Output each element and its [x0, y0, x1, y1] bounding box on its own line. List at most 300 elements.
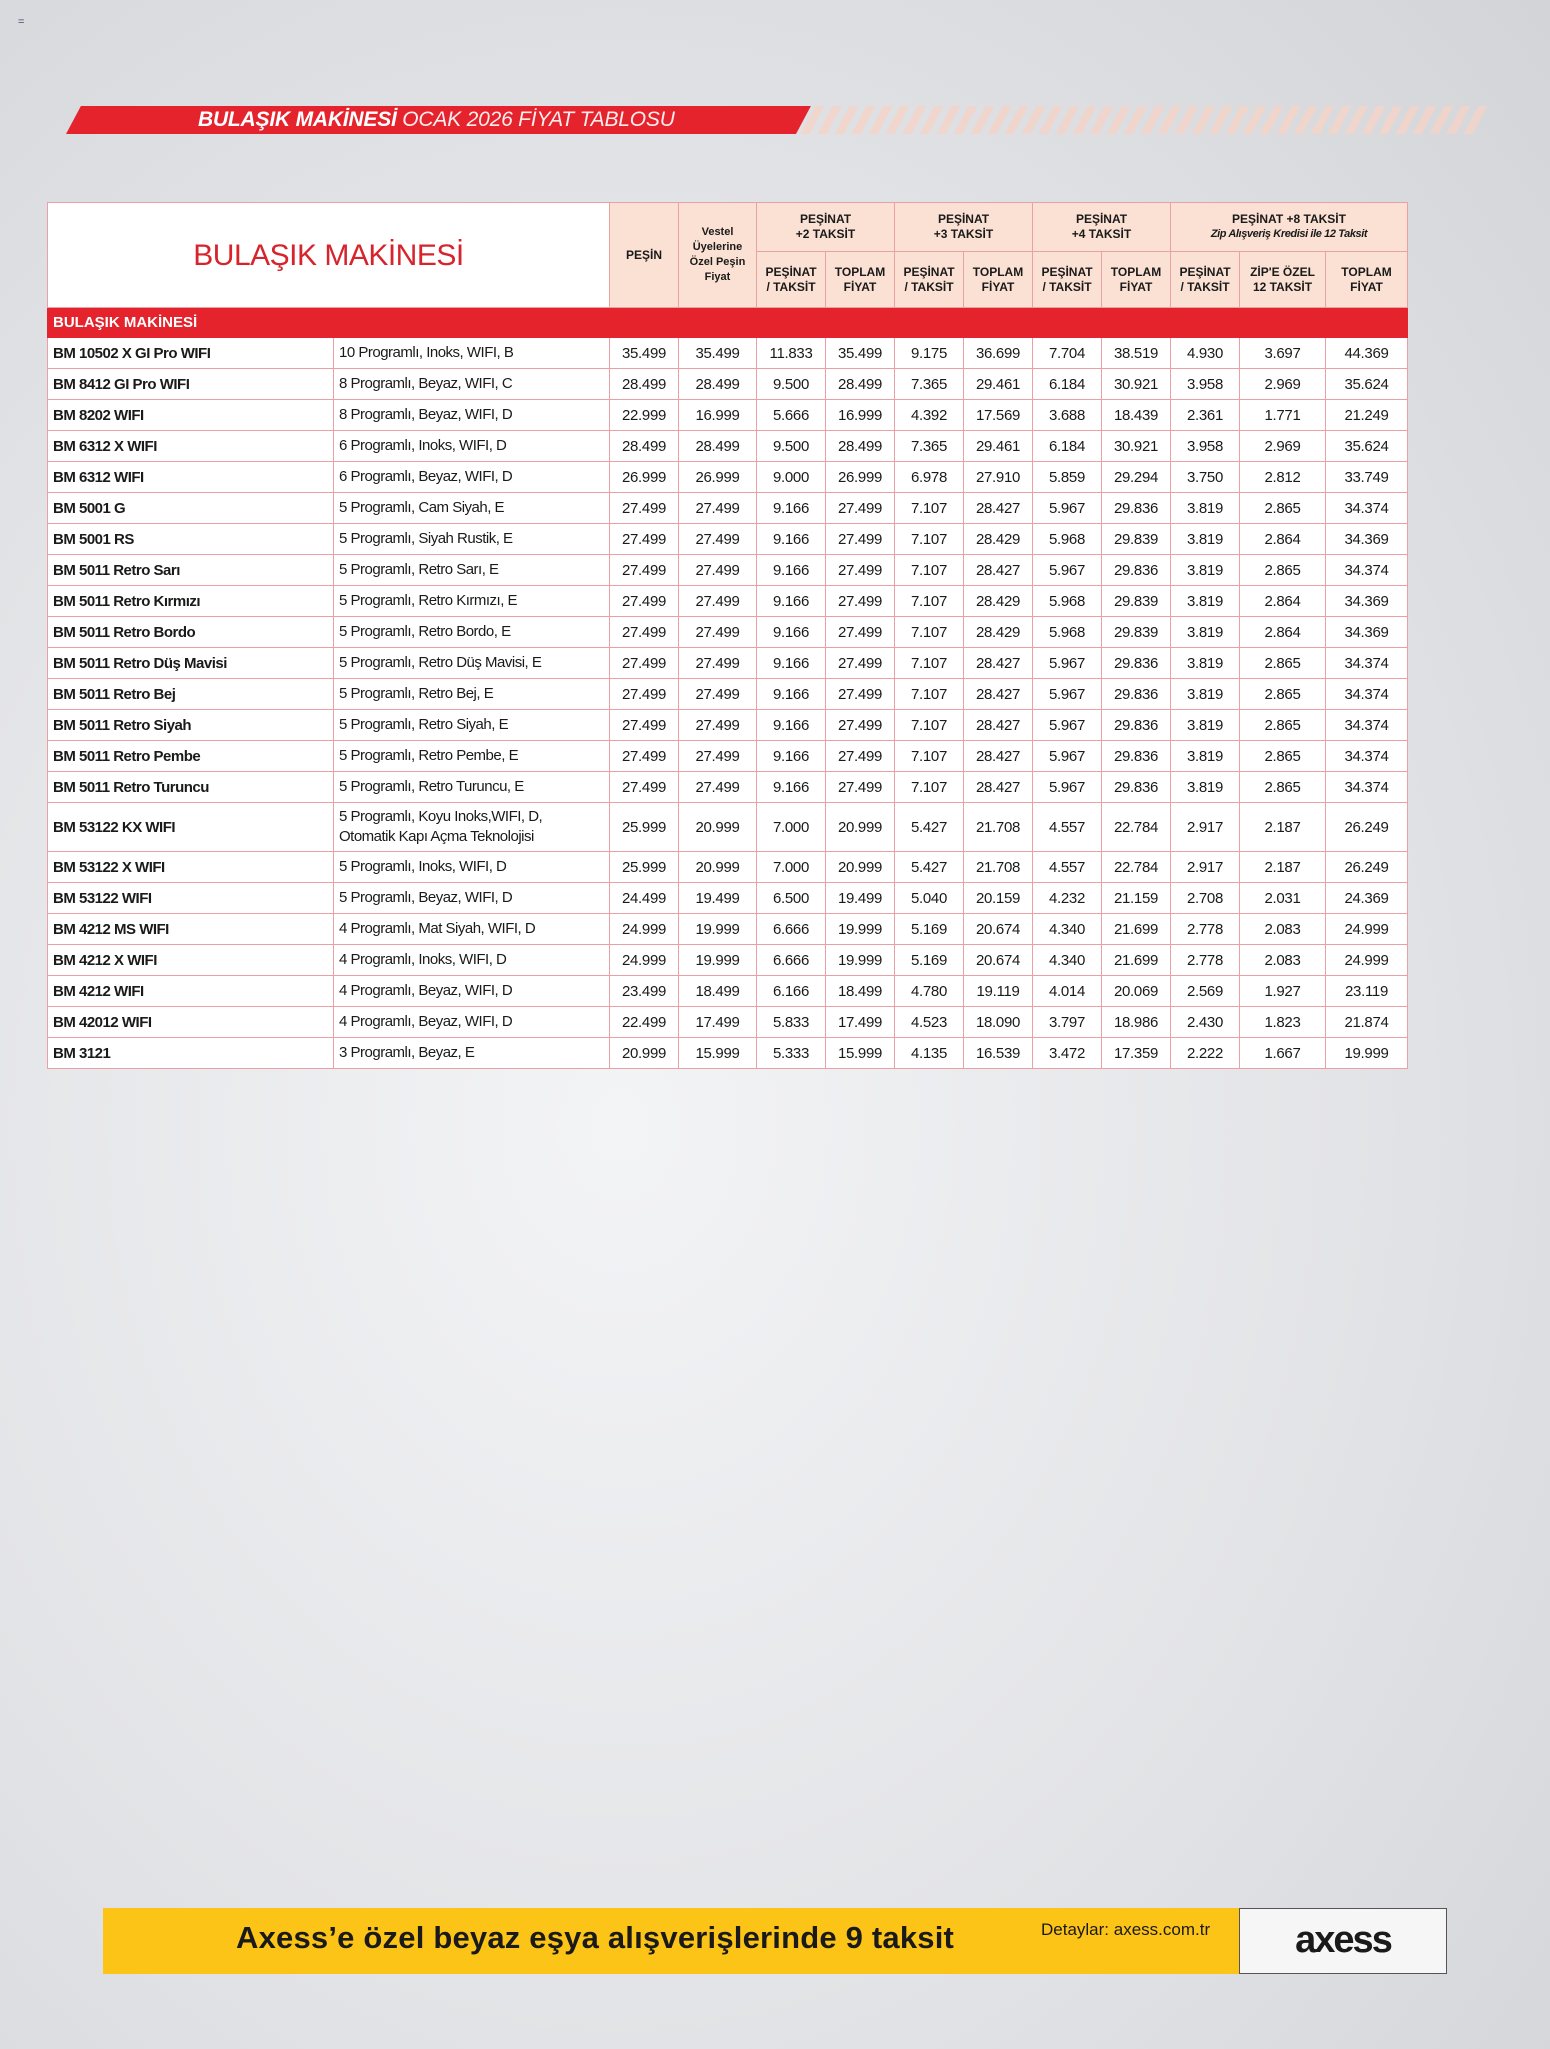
- model-description: 4 Programlı, Inoks, WIFI, D: [334, 945, 610, 976]
- price-cell: 3.819: [1171, 493, 1240, 524]
- price-cell: 2.812: [1240, 462, 1326, 493]
- price-cell: 3.958: [1171, 431, 1240, 462]
- price-cell: 29.836: [1102, 710, 1171, 741]
- model-description: 4 Programlı, Beyaz, WIFI, D: [334, 1007, 610, 1038]
- model-description: 6 Programlı, Beyaz, WIFI, D: [334, 462, 610, 493]
- price-cell: 18.986: [1102, 1007, 1171, 1038]
- price-cell: 4.557: [1033, 852, 1102, 883]
- promo-banner[interactable]: [103, 1908, 1447, 1974]
- price-cell: 18.090: [964, 1007, 1033, 1038]
- table-row: [48, 710, 1408, 741]
- price-cell: 27.910: [964, 462, 1033, 493]
- price-cell: 7.107: [895, 679, 964, 710]
- price-cell: 34.374: [1326, 741, 1408, 772]
- table-row: [48, 369, 1408, 400]
- price-cell: 20.159: [964, 883, 1033, 914]
- price-cell: 44.369: [1326, 338, 1408, 369]
- price-cell: 3.819: [1171, 555, 1240, 586]
- price-cell: 9.166: [757, 679, 826, 710]
- price-cell: 26.249: [1326, 852, 1408, 883]
- price-cell: 4.930: [1171, 338, 1240, 369]
- promo-details-link[interactable]: Detaylar: axess.com.tr: [1041, 1920, 1211, 1939]
- model-name: BM 10502 X GI Pro WIFI: [48, 338, 334, 369]
- table-row: [48, 338, 1408, 369]
- model-description: 5 Programlı, Beyaz, WIFI, D: [334, 883, 610, 914]
- price-cell: 30.921: [1102, 369, 1171, 400]
- price-cell: 5.967: [1033, 710, 1102, 741]
- price-cell: 16.999: [679, 400, 757, 431]
- price-cell: 2.569: [1171, 976, 1240, 1007]
- price-cell: 27.499: [610, 617, 679, 648]
- price-cell: 6.184: [1033, 369, 1102, 400]
- price-cell: 3.688: [1033, 400, 1102, 431]
- price-cell: 20.999: [679, 803, 757, 852]
- price-cell: 6.666: [757, 914, 826, 945]
- price-cell: 9.166: [757, 772, 826, 803]
- price-cell: 7.107: [895, 741, 964, 772]
- model-name: BM 53122 KX WIFI: [48, 803, 334, 852]
- subheader-toplam: TOPLAM FİYAT: [826, 252, 895, 308]
- price-cell: 19.999: [826, 945, 895, 976]
- price-cell: 28.429: [964, 617, 1033, 648]
- price-cell: 26.999: [610, 462, 679, 493]
- price-cell: 4.523: [895, 1007, 964, 1038]
- price-cell: 19.999: [679, 914, 757, 945]
- model-description: 4 Programlı, Mat Siyah, WIFI, D: [334, 914, 610, 945]
- price-cell: 7.107: [895, 772, 964, 803]
- price-cell: 29.836: [1102, 493, 1171, 524]
- price-cell: 19.499: [826, 883, 895, 914]
- subheader-pesinat: PEŞİNAT / TAKSİT: [757, 252, 826, 308]
- price-cell: 4.340: [1033, 914, 1102, 945]
- model-name: BM 5011 Retro Turuncu: [48, 772, 334, 803]
- price-cell: 27.499: [679, 710, 757, 741]
- title-banner: [66, 106, 796, 134]
- price-cell: 5.968: [1033, 586, 1102, 617]
- price-cell: 30.921: [1102, 431, 1171, 462]
- price-cell: 35.499: [679, 338, 757, 369]
- price-cell: 34.374: [1326, 648, 1408, 679]
- price-cell: 9.166: [757, 710, 826, 741]
- price-cell: 4.135: [895, 1038, 964, 1069]
- price-cell: 9.166: [757, 648, 826, 679]
- price-cell: 1.823: [1240, 1007, 1326, 1038]
- price-cell: 35.499: [826, 338, 895, 369]
- axess-logo-text: axess: [1295, 1919, 1391, 1961]
- page-title-bold: BULAŞIK MAKİNESİ: [198, 108, 397, 131]
- price-cell: 3.819: [1171, 741, 1240, 772]
- price-cell: 27.499: [826, 617, 895, 648]
- price-cell: 16.539: [964, 1038, 1033, 1069]
- table-row: [48, 648, 1408, 679]
- price-cell: 2.083: [1240, 914, 1326, 945]
- price-cell: 4.557: [1033, 803, 1102, 852]
- price-cell: 20.674: [964, 945, 1033, 976]
- price-cell: 2.708: [1171, 883, 1240, 914]
- price-cell: 5.169: [895, 914, 964, 945]
- price-cell: 3.697: [1240, 338, 1326, 369]
- model-description: 5 Programlı, Retro Bej, E: [334, 679, 610, 710]
- table-row: [48, 555, 1408, 586]
- price-cell: 9.500: [757, 431, 826, 462]
- price-cell: 22.999: [610, 400, 679, 431]
- price-cell: 2.187: [1240, 803, 1326, 852]
- price-cell: 27.499: [610, 524, 679, 555]
- table-row: [48, 914, 1408, 945]
- price-cell: 27.499: [679, 772, 757, 803]
- price-cell: 29.461: [964, 431, 1033, 462]
- price-cell: 20.069: [1102, 976, 1171, 1007]
- price-cell: 2.778: [1171, 945, 1240, 976]
- table-row: [48, 945, 1408, 976]
- price-cell: 20.999: [679, 852, 757, 883]
- model-name: BM 5001 RS: [48, 524, 334, 555]
- table-row: [48, 493, 1408, 524]
- price-cell: 7.107: [895, 586, 964, 617]
- price-cell: 27.499: [610, 586, 679, 617]
- model-name: BM 5011 Retro Siyah: [48, 710, 334, 741]
- price-cell: 15.999: [679, 1038, 757, 1069]
- price-cell: 24.999: [610, 914, 679, 945]
- price-cell: 9.000: [757, 462, 826, 493]
- price-cell: 3.819: [1171, 586, 1240, 617]
- price-cell: 9.500: [757, 369, 826, 400]
- price-cell: 28.427: [964, 555, 1033, 586]
- price-cell: 24.999: [1326, 914, 1408, 945]
- price-cell: 2.865: [1240, 710, 1326, 741]
- price-cell: 29.836: [1102, 555, 1171, 586]
- table-row: [48, 976, 1408, 1007]
- price-cell: 28.499: [679, 431, 757, 462]
- model-name: BM 5011 Retro Bej: [48, 679, 334, 710]
- model-name: BM 3121: [48, 1038, 334, 1069]
- model-description: 5 Programlı, Retro Pembe, E: [334, 741, 610, 772]
- table-row: [48, 803, 1408, 852]
- price-cell: 34.369: [1326, 617, 1408, 648]
- model-name: BM 5001 G: [48, 493, 334, 524]
- price-cell: 34.374: [1326, 555, 1408, 586]
- price-cell: 2.865: [1240, 493, 1326, 524]
- header-group-2-taksit: PEŞİNAT +2 TAKSİT: [757, 203, 895, 252]
- price-cell: 27.499: [826, 555, 895, 586]
- price-cell: 27.499: [679, 586, 757, 617]
- price-cell: 21.699: [1102, 945, 1171, 976]
- price-cell: 28.499: [679, 369, 757, 400]
- price-cell: 27.499: [826, 772, 895, 803]
- price-cell: 11.833: [757, 338, 826, 369]
- header-group-4-taksit: PEŞİNAT +4 TAKSİT: [1033, 203, 1171, 252]
- model-description: 5 Programlı, Siyah Rustik, E: [334, 524, 610, 555]
- price-cell: 28.429: [964, 524, 1033, 555]
- price-cell: 26.249: [1326, 803, 1408, 852]
- price-cell: 27.499: [610, 710, 679, 741]
- price-cell: 27.499: [610, 648, 679, 679]
- price-cell: 2.778: [1171, 914, 1240, 945]
- price-cell: 25.999: [610, 803, 679, 852]
- price-cell: 28.427: [964, 648, 1033, 679]
- model-name: BM 6312 WIFI: [48, 462, 334, 493]
- model-description: 5 Programlı, Retro Kırmızı, E: [334, 586, 610, 617]
- price-cell: 27.499: [826, 524, 895, 555]
- price-cell: 29.836: [1102, 772, 1171, 803]
- price-cell: 29.836: [1102, 679, 1171, 710]
- price-cell: 5.967: [1033, 741, 1102, 772]
- price-cell: 7.107: [895, 710, 964, 741]
- price-cell: 33.749: [1326, 462, 1408, 493]
- subheader-pesinat: PEŞİNAT / TAKSİT: [1033, 252, 1102, 308]
- table-row: [48, 524, 1408, 555]
- price-cell: 5.968: [1033, 524, 1102, 555]
- price-cell: 28.499: [610, 369, 679, 400]
- price-cell: 20.999: [610, 1038, 679, 1069]
- price-cell: 22.499: [610, 1007, 679, 1038]
- price-cell: 5.427: [895, 803, 964, 852]
- price-cell: 2.865: [1240, 648, 1326, 679]
- price-cell: 3.472: [1033, 1038, 1102, 1069]
- price-cell: 5.833: [757, 1007, 826, 1038]
- price-cell: 2.361: [1171, 400, 1240, 431]
- table-row: [48, 617, 1408, 648]
- price-cell: 7.704: [1033, 338, 1102, 369]
- table-row: [48, 852, 1408, 883]
- price-cell: 28.427: [964, 710, 1033, 741]
- model-name: BM 5011 Retro Düş Mavisi: [48, 648, 334, 679]
- price-cell: 2.865: [1240, 772, 1326, 803]
- price-cell: 9.175: [895, 338, 964, 369]
- price-cell: 34.374: [1326, 493, 1408, 524]
- header-group-8-taksit: [1171, 203, 1408, 252]
- model-name: BM 4212 WIFI: [48, 976, 334, 1007]
- price-cell: 27.499: [610, 493, 679, 524]
- model-name: BM 53122 WIFI: [48, 883, 334, 914]
- model-description: 5 Programlı, Cam Siyah, E: [334, 493, 610, 524]
- table-row: [48, 1038, 1408, 1069]
- model-description: 8 Programlı, Beyaz, WIFI, C: [334, 369, 610, 400]
- price-cell: 9.166: [757, 741, 826, 772]
- price-cell: 17.499: [679, 1007, 757, 1038]
- price-cell: 27.499: [679, 524, 757, 555]
- subheader-zip: ZİP'E ÖZEL 12 TAKSİT: [1240, 252, 1326, 308]
- price-cell: 16.999: [826, 400, 895, 431]
- price-cell: 27.499: [826, 493, 895, 524]
- price-cell: 22.784: [1102, 852, 1171, 883]
- model-name: BM 5011 Retro Kırmızı: [48, 586, 334, 617]
- model-name: BM 5011 Retro Pembe: [48, 741, 334, 772]
- price-cell: 2.864: [1240, 586, 1326, 617]
- price-cell: 26.999: [679, 462, 757, 493]
- price-cell: 7.365: [895, 369, 964, 400]
- model-name: BM 5011 Retro Bordo: [48, 617, 334, 648]
- price-cell: 19.999: [679, 945, 757, 976]
- price-cell: 5.967: [1033, 648, 1102, 679]
- model-description: 8 Programlı, Beyaz, WIFI, D: [334, 400, 610, 431]
- price-cell: 9.166: [757, 493, 826, 524]
- price-cell: 27.499: [679, 555, 757, 586]
- price-cell: 34.369: [1326, 524, 1408, 555]
- price-cell: 28.499: [610, 431, 679, 462]
- price-cell: 35.499: [610, 338, 679, 369]
- price-cell: 4.340: [1033, 945, 1102, 976]
- price-cell: 7.107: [895, 617, 964, 648]
- price-cell: 34.374: [1326, 710, 1408, 741]
- price-cell: 22.784: [1102, 803, 1171, 852]
- table-row: [48, 772, 1408, 803]
- price-cell: 2.430: [1171, 1007, 1240, 1038]
- price-cell: 2.969: [1240, 369, 1326, 400]
- price-cell: 1.667: [1240, 1038, 1326, 1069]
- price-cell: 2.917: [1171, 852, 1240, 883]
- header-group-8-subtitle: Zip Alışveriş Kredisi ile 12 Taksit: [1210, 228, 1368, 240]
- price-cell: 17.359: [1102, 1038, 1171, 1069]
- model-description: 5 Programlı, Retro Sarı, E: [334, 555, 610, 586]
- price-cell: 28.427: [964, 772, 1033, 803]
- price-cell: 6.184: [1033, 431, 1102, 462]
- header-group-3-taksit: PEŞİNAT +3 TAKSİT: [895, 203, 1033, 252]
- price-cell: 21.249: [1326, 400, 1408, 431]
- price-cell: 21.708: [964, 803, 1033, 852]
- price-cell: 27.499: [679, 741, 757, 772]
- price-cell: 27.499: [826, 586, 895, 617]
- price-cell: 24.999: [1326, 945, 1408, 976]
- model-name: BM 6312 X WIFI: [48, 431, 334, 462]
- price-cell: 4.392: [895, 400, 964, 431]
- model-description: 5 Programlı, Retro Bordo, E: [334, 617, 610, 648]
- price-cell: 36.699: [964, 338, 1033, 369]
- price-cell: 17.499: [826, 1007, 895, 1038]
- price-cell: 5.427: [895, 852, 964, 883]
- price-cell: 3.797: [1033, 1007, 1102, 1038]
- model-description: 10 Programlı, Inoks, WIFI, B: [334, 338, 610, 369]
- price-cell: 6.666: [757, 945, 826, 976]
- price-cell: 27.499: [826, 710, 895, 741]
- price-cell: 2.969: [1240, 431, 1326, 462]
- price-cell: 3.819: [1171, 710, 1240, 741]
- price-cell: 2.865: [1240, 555, 1326, 586]
- price-cell: 2.917: [1171, 803, 1240, 852]
- price-cell: 19.999: [826, 914, 895, 945]
- price-cell: 27.499: [679, 679, 757, 710]
- price-cell: 29.839: [1102, 524, 1171, 555]
- table-row: [48, 1007, 1408, 1038]
- model-description: 5 Programlı, Retro Düş Mavisi, E: [334, 648, 610, 679]
- price-cell: 2.187: [1240, 852, 1326, 883]
- table-row: [48, 431, 1408, 462]
- price-cell: 3.958: [1171, 369, 1240, 400]
- price-cell: 9.166: [757, 617, 826, 648]
- price-cell: 9.166: [757, 555, 826, 586]
- section-row: [48, 308, 1408, 338]
- price-cell: 5.968: [1033, 617, 1102, 648]
- price-cell: 24.999: [610, 945, 679, 976]
- price-cell: 7.365: [895, 431, 964, 462]
- price-cell: 29.839: [1102, 617, 1171, 648]
- price-cell: 23.119: [1326, 976, 1408, 1007]
- price-cell: 2.031: [1240, 883, 1326, 914]
- model-description: 4 Programlı, Beyaz, WIFI, D: [334, 976, 610, 1007]
- price-cell: 27.499: [826, 741, 895, 772]
- price-cell: 7.107: [895, 648, 964, 679]
- price-cell: 2.865: [1240, 679, 1326, 710]
- table-row: [48, 883, 1408, 914]
- price-cell: 2.864: [1240, 617, 1326, 648]
- price-cell: 6.166: [757, 976, 826, 1007]
- price-cell: 1.927: [1240, 976, 1326, 1007]
- price-cell: 1.771: [1240, 400, 1326, 431]
- table-row: [48, 586, 1408, 617]
- model-description: 5 Programlı, Retro Siyah, E: [334, 710, 610, 741]
- price-cell: 5.967: [1033, 772, 1102, 803]
- price-cell: 27.499: [826, 679, 895, 710]
- subheader-pesinat: PEŞİNAT / TAKSİT: [895, 252, 964, 308]
- price-cell: 23.499: [610, 976, 679, 1007]
- subheader-toplam: TOPLAM FİYAT: [964, 252, 1033, 308]
- price-cell: 28.499: [826, 431, 895, 462]
- price-cell: 5.040: [895, 883, 964, 914]
- price-cell: 29.294: [1102, 462, 1171, 493]
- price-cell: 28.499: [826, 369, 895, 400]
- price-cell: 3.819: [1171, 617, 1240, 648]
- price-cell: 24.369: [1326, 883, 1408, 914]
- price-cell: 21.874: [1326, 1007, 1408, 1038]
- table-body: [48, 308, 1408, 1069]
- price-cell: 19.499: [679, 883, 757, 914]
- table-title: BULAŞIK MAKİNESİ: [48, 203, 610, 308]
- price-cell: 26.999: [826, 462, 895, 493]
- price-cell: 20.999: [826, 803, 895, 852]
- price-cell: 4.014: [1033, 976, 1102, 1007]
- price-cell: 25.999: [610, 852, 679, 883]
- menu-icon[interactable]: =: [18, 16, 25, 28]
- model-description: 5 Programlı, Retro Turuncu, E: [334, 772, 610, 803]
- table-row: [48, 741, 1408, 772]
- price-cell: 3.819: [1171, 679, 1240, 710]
- model-name: BM 42012 WIFI: [48, 1007, 334, 1038]
- price-cell: 34.369: [1326, 586, 1408, 617]
- price-cell: 6.978: [895, 462, 964, 493]
- page-title: [198, 107, 675, 133]
- price-cell: 18.499: [826, 976, 895, 1007]
- subheader-toplam: TOPLAM FİYAT: [1102, 252, 1171, 308]
- price-cell: 27.499: [610, 772, 679, 803]
- price-cell: 4.780: [895, 976, 964, 1007]
- price-cell: 29.461: [964, 369, 1033, 400]
- promo-headline: Axess’e özel beyaz eşya alışverişlerinde 9 taksit: [236, 1920, 955, 1955]
- model-description: 5 Programlı, Inoks, WIFI, D: [334, 852, 610, 883]
- price-cell: 28.427: [964, 741, 1033, 772]
- header-vestel: Vestel Üyelerine Özel Peşin Fiyat: [679, 203, 757, 308]
- model-description: 6 Programlı, Inoks, WIFI, D: [334, 431, 610, 462]
- price-cell: 27.499: [679, 493, 757, 524]
- price-cell: 5.169: [895, 945, 964, 976]
- price-cell: 29.836: [1102, 741, 1171, 772]
- price-cell: 20.674: [964, 914, 1033, 945]
- price-cell: 28.427: [964, 679, 1033, 710]
- model-name: BM 4212 X WIFI: [48, 945, 334, 976]
- price-cell: 9.166: [757, 524, 826, 555]
- section-label: BULAŞIK MAKİNESİ: [48, 308, 1408, 338]
- price-cell: 28.429: [964, 586, 1033, 617]
- price-cell: 3.819: [1171, 648, 1240, 679]
- price-cell: 18.439: [1102, 400, 1171, 431]
- price-cell: 28.427: [964, 493, 1033, 524]
- axess-logo: [1239, 1908, 1447, 1974]
- model-name: BM 5011 Retro Sarı: [48, 555, 334, 586]
- price-cell: 3.819: [1171, 524, 1240, 555]
- price-cell: 2.222: [1171, 1038, 1240, 1069]
- price-cell: 6.500: [757, 883, 826, 914]
- price-cell: 5.666: [757, 400, 826, 431]
- price-cell: 3.750: [1171, 462, 1240, 493]
